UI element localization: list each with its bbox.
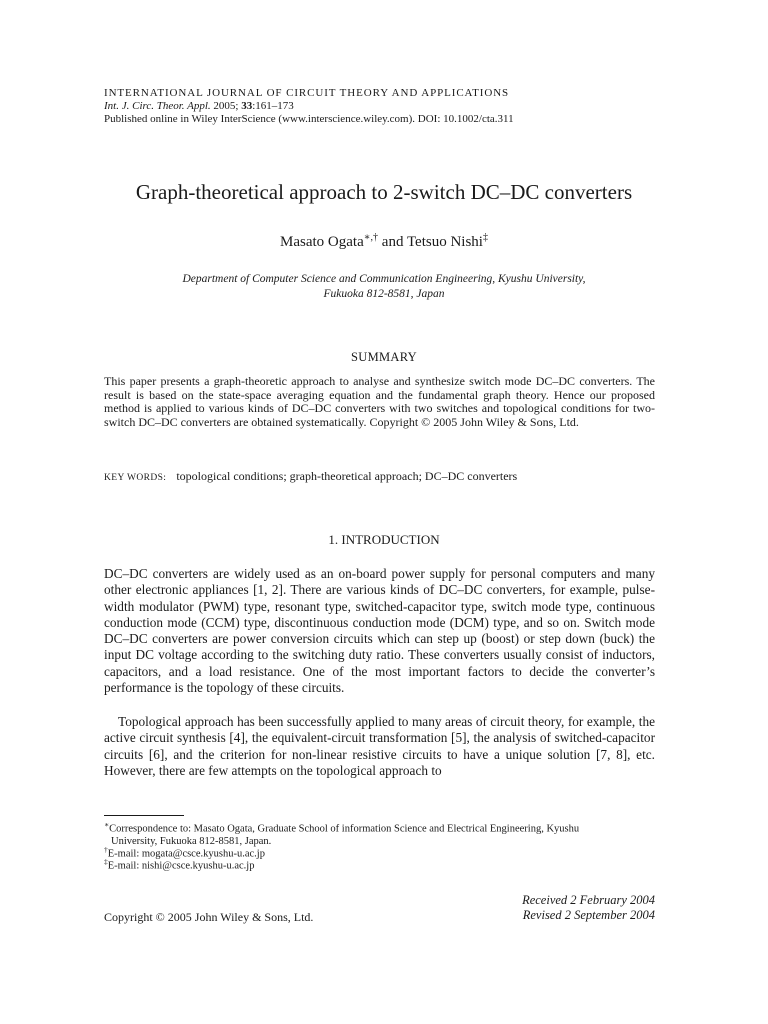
footnote-2-mark: † (104, 845, 108, 854)
footnote-1-line-2: University, Fukuoka 812-8581, Japan. (111, 835, 272, 847)
author-1: Masato Ogata (280, 234, 364, 250)
citation-year: 2005; (210, 100, 242, 112)
footnote-1-mark: ∗ (104, 820, 110, 829)
intro-paragraph-1: DC–DC converters are widely used as an on-board power supply for personal computers and many other electronic appliances [1, 2]. There are various kinds of DC–DC converters, for example, pulse-width modulator (PWM) type, resonant type, switched-capacitor type, switch mode type, continuous conduction mode (CCM) type, discontinuous conduction mode (DCM) type, and so on. Switch mode DC–DC converters are power conversion circuits which can step up (boost) or step down (buck) the input DC voltage according to the switching duty ratio. These converters usually consist of inductors, capacitors, and a load resistance. One of the most important factors to decide the converter’s performance is the topology of these circuits. (104, 566, 655, 696)
affiliation (120, 272, 648, 302)
copyright-footer: Copyright © 2005 John Wiley & Sons, Ltd. (104, 910, 314, 924)
journal-name: INTERNATIONAL JOURNAL OF CIRCUIT THEORY AND APPLICATIONS (104, 87, 510, 99)
footnote-1-line-1: Correspondence to: Masato Ogata, Graduate School of information Science and Electrical Engineering, Kyushu (109, 823, 580, 835)
affiliation-line-2: Fukuoka 812-8581, Japan (323, 288, 445, 300)
keywords-text: topological conditions; graph-theoretical approach; DC–DC converters (176, 469, 518, 483)
received-date: Received 2 February 2004 (522, 893, 655, 907)
summary-heading: SUMMARY (350, 350, 417, 364)
footnote-3-mark: ‡ (104, 857, 108, 866)
section-heading-introduction: 1. INTRODUCTION (328, 532, 440, 547)
citation-abbrev: Int. J. Circ. Theor. Appl. (104, 100, 211, 112)
citation-pages: :161–173 (252, 100, 294, 112)
footnote-2-text: E-mail: mogata@csce.kyushu-u.ac.jp (107, 848, 265, 860)
author-2: Tetsuo Nishi (406, 234, 483, 250)
footnote-3-text: E-mail: nishi@csce.kyushu-u.ac.jp (107, 860, 255, 872)
published-online: Published online in Wiley InterScience (www.interscience.wiley.com). DOI: 10.1002/cta.311 (104, 113, 514, 125)
author-conjunction: and (378, 234, 407, 250)
summary-text: This paper presents a graph-theoretic approach to analyse and synthesize switch mode DC–DC converters. The result is based on the state-space averaging equation and the fundamental graph theory. Hence our proposed method is applied to various kinds of DC–DC converters with two switches and topological conditions for two-switch DC–DC converters are obtained systematically. Copyright © 2005 John Wiley & Sons, Ltd. (104, 374, 655, 429)
author-line (0, 232, 768, 251)
footnote-email-2 (104, 856, 655, 873)
paper-title: Graph-theoretical approach to 2-switch DC–DC converters (135, 180, 633, 204)
author-2-marks: ‡ (482, 232, 488, 243)
keywords-label: KEY WORDS: (104, 473, 167, 483)
revised-date: Revised 2 September 2004 (522, 908, 655, 922)
intro-paragraph-2: Topological approach has been successfully applied to many areas of circuit theory, for example, the active circuit synthesis [4], the equivalent-circuit transformation [5], the analysis of switched-capacitor circuits [6], and the criterion for non-linear resistive circuits to have a unique solution [7, 8], etc. However, there are few attempts on the topological approach to (104, 714, 655, 778)
keywords (104, 469, 517, 484)
received-dates (522, 893, 655, 923)
citation-line (104, 100, 294, 112)
citation-volume: 33 (241, 100, 253, 112)
footnote-rule (104, 815, 184, 816)
affiliation-line-1: Department of Computer Science and Communication Engineering, Kyushu University, (182, 273, 586, 285)
author-1-marks: ∗,† (363, 232, 379, 243)
